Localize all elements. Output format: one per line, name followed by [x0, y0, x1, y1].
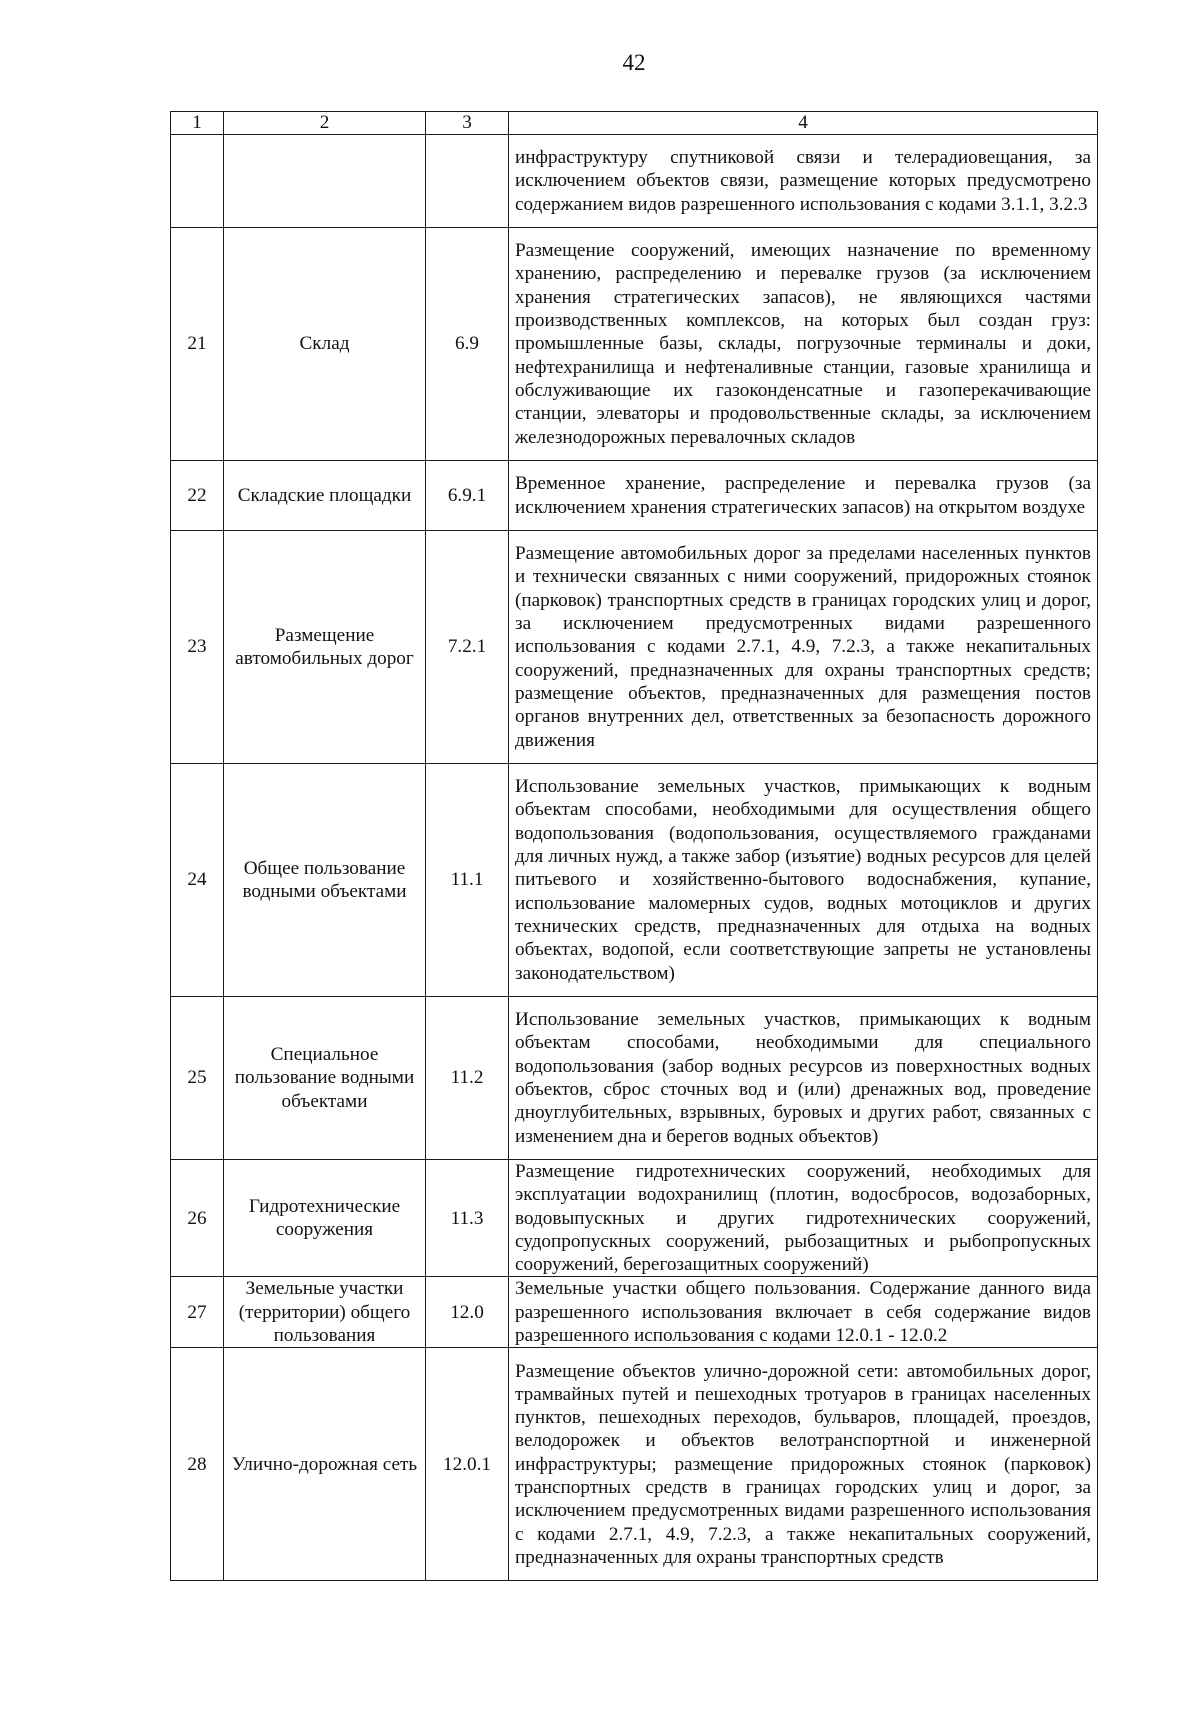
header-col-1: 1: [171, 112, 224, 135]
use-description: Размещение сооружений, имеющих назначение по временному хранению, распределению и перевалке грузов (за исключением хранения стратегических запасов), не являющихся частями производственных комплексов, на которых был создан груз: промышленные базы, склады, погрузочные терминалы и доки, нефтехранилища и нефтеналивные станции, газовые хранилища и обслуживающие их газоконденсатные и газоперекачивающие станции, элеваторы и продовольственные склады, за исключением железнодорожных перевалочных складов: [509, 228, 1098, 461]
header-col-4: 4: [509, 112, 1098, 135]
use-name: Складские площадки: [224, 461, 426, 531]
use-name: [224, 135, 426, 228]
table-row: [171, 461, 1098, 531]
table-row: [171, 1277, 1098, 1348]
table-header-row: [171, 112, 1098, 135]
use-code: 7.2.1: [426, 531, 509, 764]
use-name: Склад: [224, 228, 426, 461]
use-description: Использование земельных участков, примыкающих к водным объектам способами, необходимыми для специального водопользования (забор водных ресурсов из поверхностных водных объектов, сброс сточных вод и (или) дренажных вод, проведение дноуглубительных, взрывных, буровых и других работ, связанных с изменением дна и берегов водных объектов): [509, 997, 1098, 1160]
use-name: Земельные участки (территории) общего пользования: [224, 1277, 426, 1348]
use-code: 6.9: [426, 228, 509, 461]
use-description: Размещение гидротехнических сооружений, необходимых для эксплуатации водохранилищ (плотин, водосбросов, водозаборных, водовыпускных и других гидротехнических сооружений, судопропускных сооружений, рыбозащитных и рыбопропускных сооружений, берегозащитных сооружений): [509, 1160, 1098, 1277]
use-description: Использование земельных участков, примыкающих к водным объектам способами, необходимыми для осуществления общего водопользования (водопользования, осуществляемого гражданами для личных нужд, а также забор (изъятие) водных ресурсов для целей питьевого и хозяйственно-бытового водоснабжения, купание, использование маломерных судов, водных мотоциклов и других технических средств, предназначенных для отдыха на водных объектах, водопой, если соответствующие запреты не установлены законодательством): [509, 764, 1098, 997]
use-description: инфраструктуру спутниковой связи и телерадиовещания, за исключением объектов связи, размещение которых предусмотрено содержанием видов разрешенного использования с кодами 3.1.1, 3.2.3: [509, 135, 1098, 228]
table-row: [171, 1160, 1098, 1277]
table-row: [171, 764, 1098, 997]
use-description: Размещение автомобильных дорог за пределами населенных пунктов и технически связанных с ними сооружений, придорожных стоянок (парковок) транспортных средств в границах городских улиц и дорог, за исключением предусмотренных видами разрешенного использования с кодами 2.7.1, 4.9, 7.2.3, а также некапитальных сооружений, предназначенных для охраны транспортных средств; размещение объектов, предназначенных для размещения постов органов внутренних дел, ответственных за безопасность дорожного движения: [509, 531, 1098, 764]
use-code: 12.0: [426, 1277, 509, 1348]
use-code: 11.2: [426, 997, 509, 1160]
use-name: Общее пользование водными объектами: [224, 764, 426, 997]
row-number: 21: [171, 228, 224, 461]
use-code: 11.3: [426, 1160, 509, 1277]
page-number: 42: [622, 50, 646, 75]
row-number: [171, 135, 224, 228]
land-use-table: [170, 111, 1098, 1581]
use-description: Земельные участки общего пользования. Содержание данного вида разрешенного использования включает в себя содержание видов разрешенного использования с кодами 12.0.1 - 12.0.2: [509, 1277, 1098, 1348]
table-row: [171, 997, 1098, 1160]
table-row: [171, 1348, 1098, 1581]
use-name: Гидротехнические сооружения: [224, 1160, 426, 1277]
row-number: 26: [171, 1160, 224, 1277]
use-code: 11.1: [426, 764, 509, 997]
use-description: Временное хранение, распределение и перевалка грузов (за исключением хранения стратегических запасов) на открытом воздухе: [509, 461, 1098, 531]
header-col-2: 2: [224, 112, 426, 135]
table-row: [171, 135, 1098, 228]
use-name: Специальное пользование водными объектами: [224, 997, 426, 1160]
row-number: 22: [171, 461, 224, 531]
use-description: Размещение объектов улично-дорожной сети: автомобильных дорог, трамвайных путей и пешеходных тротуаров в границах населенных пунктов, пешеходных переходов, бульваров, площадей, проездов, велодорожек и объектов велотранспортной и инженерной инфраструктуры; размещение придорожных стоянок (парковок) транспортных средств в границах городских улиц и дорог, за исключением предусмотренных видами разрешенного использования с кодами 2.7.1, 4.9, 7.2.3, а также некапитальных сооружений, предназначенных для охраны транспортных средств: [509, 1348, 1098, 1581]
use-code: 6.9.1: [426, 461, 509, 531]
use-code: 12.0.1: [426, 1348, 509, 1581]
row-number: 27: [171, 1277, 224, 1348]
row-number: 24: [171, 764, 224, 997]
header-col-3: 3: [426, 112, 509, 135]
row-number: 28: [171, 1348, 224, 1581]
use-code: [426, 135, 509, 228]
table-row: [171, 531, 1098, 764]
use-name: Улично-дорожная сеть: [224, 1348, 426, 1581]
table-row: [171, 228, 1098, 461]
row-number: 23: [171, 531, 224, 764]
use-name: Размещение автомобильных дорог: [224, 531, 426, 764]
row-number: 25: [171, 997, 224, 1160]
